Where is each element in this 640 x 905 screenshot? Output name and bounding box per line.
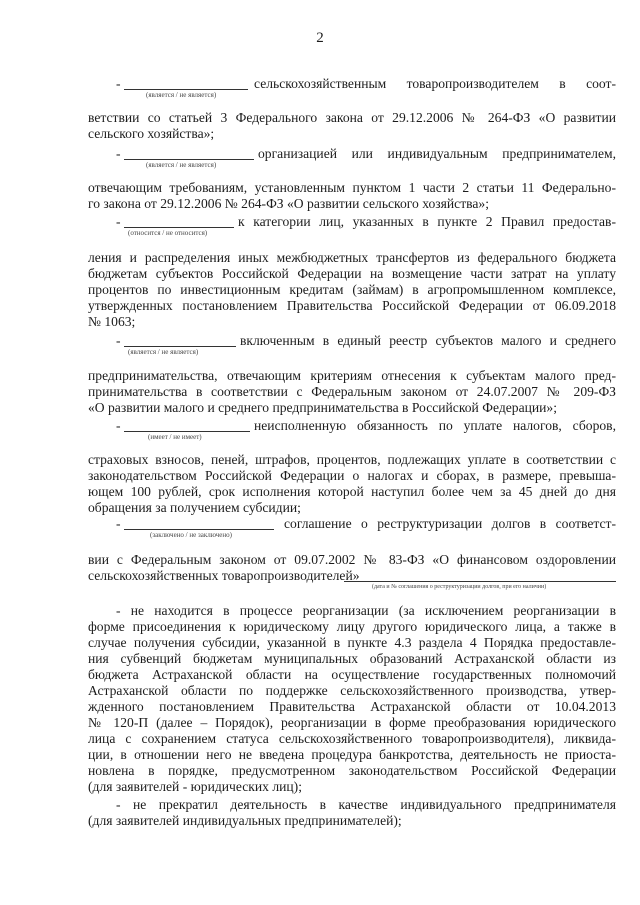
fill-in-blank	[124, 89, 248, 90]
text-line: № 1063;	[88, 314, 136, 329]
page-number: 2	[316, 30, 324, 46]
text-line: к категории лиц, указанных в пункте 2 Правил предостав-	[238, 214, 616, 229]
text-line: принимательства в соответствии с Федеральным законом от 24.07.2007 № 209-ФЗ	[88, 384, 616, 399]
text-line: законодательством Российской Федерации о налогах и сборах, в размере, превыша-	[88, 468, 616, 483]
text-line: бюджета Астраханской области на осуществление государственных полномочий	[88, 667, 616, 682]
text-line: ющем 100 рублей, срок исполнения которой наступил более чем за 45 дней до дня	[88, 484, 616, 499]
text-line: организацией или индивидуальным предпринимателем,	[258, 146, 616, 161]
text-line: «О развитии малого и среднего предпринимательства в Российской Федерации»;	[88, 400, 557, 415]
text-line: лица с сохранением статуса сельскохозяйственного товаропроизводителя), ликвида-	[88, 731, 616, 746]
blank-hint: (относится / не относится)	[128, 229, 208, 237]
list-dash: -	[116, 214, 121, 229]
text-line: ления и распределения иных межбюджетных трансфертов из федерального бюджета	[88, 250, 616, 265]
blank-hint: (является / не является)	[146, 91, 217, 99]
text-line: (для заявителей индивидуальных предпринимателей);	[88, 813, 402, 828]
list-dash: -	[116, 76, 121, 91]
text-line: новлена в порядке, предусмотренном законодательством Российской Федерации	[88, 763, 616, 778]
blank-hint: (имеет / не имеет)	[148, 433, 202, 441]
fill-in-blank	[124, 159, 254, 160]
text-line: случае получения субсидии, указанной в пункте 4.3 раздела 4 Порядка предоставле-	[88, 635, 616, 650]
text-line: Астраханской области по поддержке сельскохозяйственного производства, утвер-	[88, 683, 616, 698]
text-line: № 120-П (далее – Порядок), реорганизации в форме преобразования юридического	[88, 715, 616, 730]
text-line: предпринимательства, отвечающим критериям отнесения к субъектам малого пред-	[88, 368, 616, 383]
text-line: (для заявителей - юридических лиц);	[88, 779, 302, 794]
text-line: неисполненную обязанность по уплате налогов, сборов,	[254, 418, 616, 433]
text-line: го закона от 29.12.2006 № 264-ФЗ «О развитии сельского хозяйства»;	[88, 196, 489, 211]
blank-hint: (дата и № соглашения о реструктуризации долгов, при его наличии)	[372, 584, 547, 590]
text-line: - не находится в процессе реорганизации (за исключением реорганизации в	[116, 603, 616, 618]
text-line: включенным в единый реестр субъектов малого и среднего	[240, 333, 616, 348]
text-line: страховых взносов, пеней, штрафов, процентов, подлежащих уплате в соответствии с	[88, 452, 616, 467]
text-line: ния субвенций бюджетам муниципальных образований Астраханской области из	[88, 651, 616, 666]
text-line: бюджетам субъектов Российской Федерации на возмещение части затрат на уплату	[88, 266, 616, 281]
text-line: жденного постановлением Правительства Астраханской области от 10.04.2013	[88, 699, 616, 714]
text-line: - не прекратил деятельность в качестве индивидуального предпринимателя	[116, 797, 616, 812]
text-line: соглашение о реструктуризации долгов в соответст-	[284, 516, 616, 531]
text-line: обращения за получением субсидии;	[88, 500, 301, 515]
text-line: сельскохозяйственных товаропроизводителей»	[88, 568, 360, 583]
text-line: ции, в отношении него не введена процедура банкротства, деятельность не приоста-	[88, 747, 616, 762]
fill-in-blank	[124, 227, 234, 228]
list-dash: -	[116, 146, 121, 161]
text-line: сельского хозяйства»;	[88, 126, 215, 141]
text-line: утвержденных постановлением Правительства Российской Федерации от 06.09.2018	[88, 298, 616, 313]
fill-in-blank	[124, 529, 274, 530]
list-dash: -	[116, 516, 121, 531]
list-dash: -	[116, 418, 121, 433]
text-line: сельскохозяйственным товаропроизводителем в соот-	[254, 76, 616, 91]
text-line: ветствии со статьей 3 Федерального закона от 29.12.2006 № 264-ФЗ «О развитии	[88, 110, 616, 125]
fill-in-blank	[124, 431, 250, 432]
blank-hint: (является / не является)	[128, 348, 199, 356]
fill-in-blank	[124, 346, 236, 347]
text-line: отвечающим требованиям, установленным пунктом 1 части 2 статьи 11 Федерально-	[88, 180, 616, 195]
text-line: процентов по инвестиционным кредитам (займам) в агропромышленном комплексе,	[88, 282, 616, 297]
text-line: форме присоединения к юридическому лицу другого юридического лица, а также в	[88, 619, 616, 634]
text-line: вии с Федеральным законом от 09.07.2002 № 83-ФЗ «О финансовом оздоровлении	[88, 552, 616, 567]
fill-in-blank	[344, 581, 616, 582]
list-dash: -	[116, 333, 121, 348]
blank-hint: (заключено / не заключено)	[150, 531, 232, 539]
blank-hint: (является / не является)	[146, 161, 217, 169]
